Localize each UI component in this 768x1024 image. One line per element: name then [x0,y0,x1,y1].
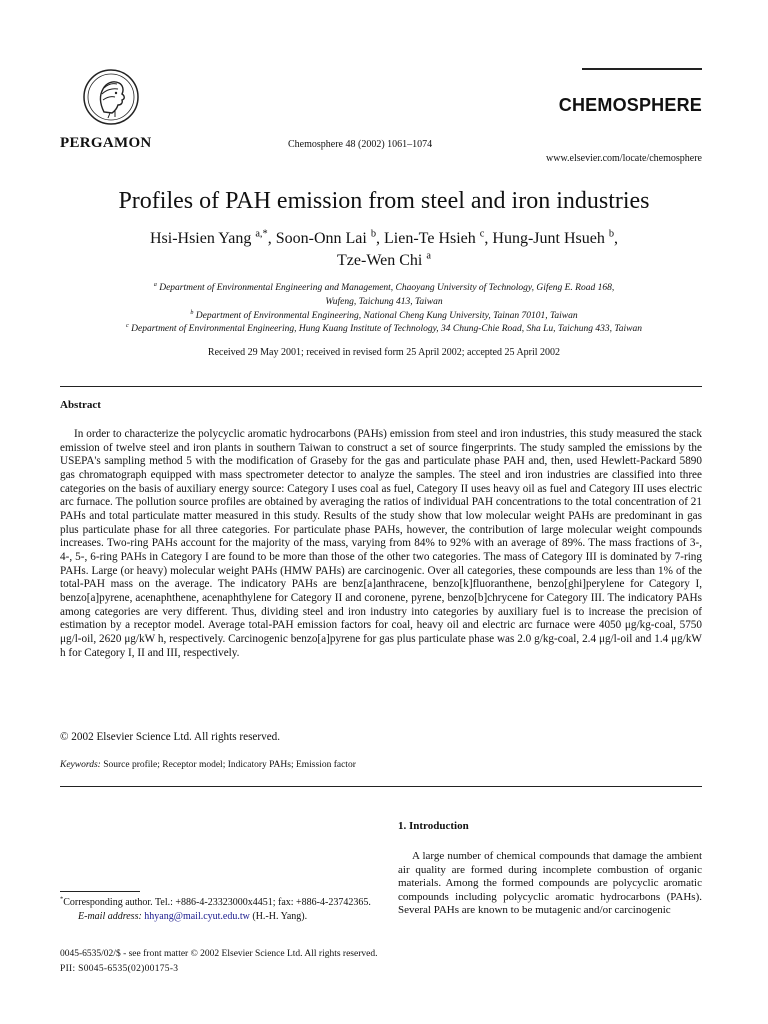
author-name: Hung-Junt Hsueh [492,230,605,247]
author-affiliation-mark: c [479,228,485,240]
keywords-text: Source profile; Receptor model; Indicatory PAHs; Emission factor [103,760,356,770]
keywords-label: Keywords: [60,760,101,770]
affiliation-mark: b [190,309,194,316]
email-label: E-mail address: [78,910,142,922]
author-name: Soon-Onn Lai [275,230,367,247]
affiliation-a [0,283,768,293]
footnote-rule [60,891,140,892]
author-affiliation-mark: b [370,228,377,240]
author-name: Tze-Wen Chi [337,252,423,269]
publisher-name: PERGAMON [60,135,152,151]
affiliation-mark: a [153,281,157,288]
pii-line: PII: S0045-6535(02)00175-3 [60,964,179,974]
journal-name: CHEMOSPHERE [558,95,702,115]
journal-url-link[interactable]: www.elsevier.com/locate/chemosphere [546,153,702,164]
email-link[interactable]: hhyang@mail.cyut.edu.tw [144,910,250,922]
keywords [60,760,356,770]
author-name: Lien-Te Hsieh [384,230,476,247]
received-dates: Received 29 May 2001; received in revised form 25 April 2002; accepted 25 April 2002 [207,347,561,358]
footnote-corresponding [60,896,378,910]
journal-header-rule [582,68,702,70]
abstract-bottom-rule [60,786,702,787]
introduction-body: A large number of chemical compounds that damage the ambient air quality are formed during incomplete combustion of organic materials. Among the formed compounds are polycyclic aromatic compounds including polycyclic aromatic hydrocarbons (PAHs). Several PAHs are known to be mutagenic and/or carcinogenic [398,850,702,917]
section-heading-introduction: 1. Introduction [398,820,469,832]
footnote-email [60,910,378,924]
footnote-mark: * [60,895,64,903]
pergamon-head-logo-icon [82,68,140,126]
author-affiliation-mark: a,* [255,228,268,240]
author-affiliation-mark: b [608,228,615,240]
affiliation-b [0,311,768,321]
author-affiliation-mark: a [426,250,431,262]
affiliation-c [0,324,768,334]
author-list-line-2 [0,252,768,270]
affiliation-a-continued: Wufeng, Taichung 413, Taiwan [325,297,443,307]
abstract-body: In order to characterize the polycyclic aromatic hydrocarbons (PAHs) emission from steel and iron industries, this study measured the stack emission of twelve steel and iron plants in southern Taiwan to construct a set of source fingerprints. The study sampled the emissions by the USEPA's sampling method 5 with the modification of Graseby for the gas and particulate phase PAH and, then, used Hewlett-Packard 5890 gas chromatograph equipped with mass spectrometer detector to analyze the samples. The steel and iron industries are classified into three categories on the basis of auxiliary energy source: Category I uses coal as fuel, Category II uses heavy oil as fuel and Category III uses electric arc furnace. The pollution source profiles are obtained by averaging the ratios of individual PAH concentrations to the total concentration of 21 PAHs and total particulate matter measured in this study. Results of the study show that low molecular weight PAHs are predominant in gas plus particulate phase for all three categories. For particulate phase PAHs, however, the contribution of large molecular weight compounds increases. Two-ring PAHs account for the majority of the mass, varying from 84% to 92% with an average of 89%. The mass fractions of 3-, 4-, 5-, 6-ring PAHs in Category I are found to be more than those of the other two categories. The mass of Category III is dominated by 7-ring PAHs. Large (or heavy) molecular weight PAHs (HMW PAHs) are carcinogenic. Over all categories, these compounds are less than 1% of the total-PAH mass on the average. The indicatory PAHs are benz[a]anthracene, benzo[k]fluoranthene, benzo[ghi]perylene for Category I, benzo[a]pyrene, acenaphthene, acenaphthylene for Category II and coronene, pyrene, benzo[b]chrycene for Category III. The indicatory PAHs among categories are very different. Thus, dividing steel and iron industry into categories by auxiliary fuel is to increase the precision of estimation by a receptor model. Average total-PAH emission factors for coal, heavy oil and electric arc furnace were 4050 μg/kg-coal, 5750 μg/l-oil, 2620 μg/kW h, respectively. Carcinogenic benzo[a]pyrene for gas plus particulate phase was 2.0 g/kg-coal, 2.4 μg/l-oil and 1.4 μg/kW h for Category I, II and III, respectively. [60,428,702,659]
abstract-copyright: © 2002 Elsevier Science Ltd. All rights reserved. [60,731,281,743]
affiliation-text: Department of Environmental Engineering and Management, Chaoyang University of Technology, Gifeng E. Road 168, [159,283,615,293]
abstract-heading: Abstract [60,399,101,411]
author-name: Hsi-Hsien Yang [149,230,252,247]
journal-citation: Chemosphere 48 (2002) 1061–1074 [288,139,433,150]
email-suffix: (H.-H. Yang). [249,910,308,922]
article-title: Profiles of PAH emission from steel and iron industries [118,188,650,214]
issn-line: 0045-6535/02/$ - see front matter © 2002 Elsevier Science Ltd. All rights reserved. [60,949,378,959]
affiliation-text: Department of Environmental Engineering, National Cheng Kung University, Tainan 70101, Taiwan [195,311,578,321]
footnote-corresponding-text: Corresponding author. Tel.: +886-4-23323000x4451; fax: +886-4-23742365. [63,897,371,908]
author-list-line-1: Hsi-Hsien Yang $^{a,*}$, Soon-Onn Lai $^b$, Lien-Te Hsieh $^c$, Hung-Junt Hsueh $^b$, [149,228,619,247]
affiliation-text: Department of Environmental Engineering, Hung Kuang Institute of Technology, 34 Chung-Chie Road, Sha Lu, Taichung 433, Taiwan [131,324,642,334]
affiliation-mark: c [126,322,129,329]
corresponding-author-footnote [60,896,378,923]
abstract-top-rule [60,386,702,387]
